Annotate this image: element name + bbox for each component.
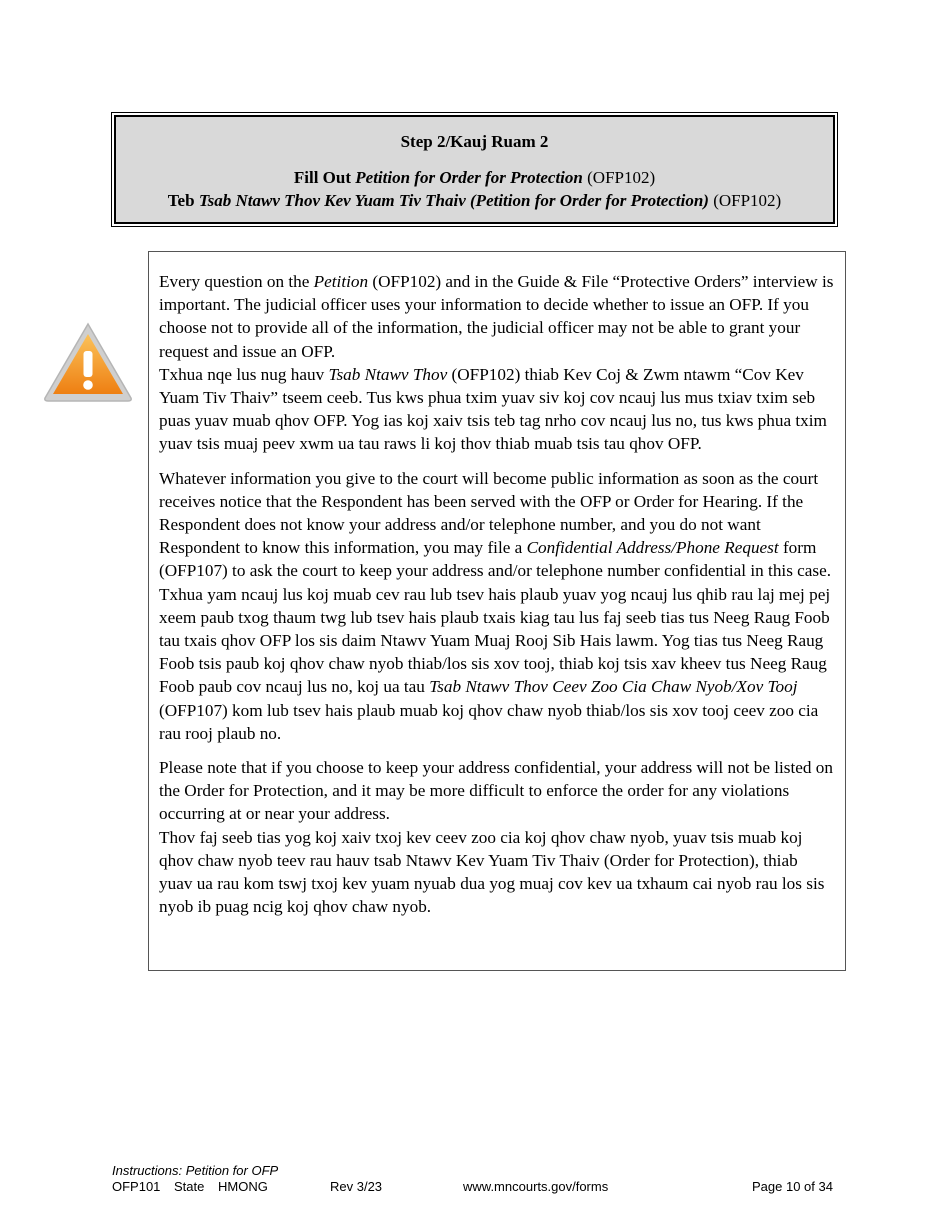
- page-footer: [112, 1163, 842, 1195]
- text-run-italic: Tsab Ntawv Thov Ceev Zoo Cia Chaw Nyob/Xov Tooj: [429, 677, 798, 697]
- text-run: Every question on the: [159, 272, 314, 291]
- form-code-hmong: (OFP102): [708, 191, 782, 210]
- footer-page-number: Page 10 of 34: [752, 1179, 833, 1194]
- text-run-italic: Tsab Ntawv Thov: [328, 364, 448, 384]
- step-subtitle-english: [116, 166, 833, 189]
- fill-out-label: Fill Out: [293, 168, 356, 187]
- instructions-box: [148, 251, 846, 971]
- footer-state: State: [174, 1179, 205, 1194]
- text-run: Txhua yam ncauj lus koj muab cev rau lub tsev hais plaub yuav yog ncauj lus qhib rau laj mej pej xeem paub txog thaum twg lub tsev hais plaub txais kiag tau lus faj seeb tias tus Neeg Raug Foob tau txais qhov OFP los sis daim Ntawv Yuam Muaj Rooj Sib Hais lawm. Yog tias tus Neeg Raug Foob tsis paub koj qhov chaw nyob thiab/los sis xov tooj, thiab koj tsis xav kheev tus Neeg Raug Foob paub cov ncauj lus no, koj ua tau: [159, 584, 831, 697]
- text-run: (OFP102) thiab Kev Coj & Zwm ntawm “Cov Kev Yuam Tiv Thaiv” tseem ceeb. Tus kws phua txim yuav siv koj cov ncauj lus mus txiav txim seb puas yuav muab qhov OFP. Yog ias koj xaiv tsis teb tag nrho cov ncauj lus no, tus kws phua txim yuav tsis muaj peev xwm ua tau raws li koj thov thiab muab tsis tau qhov OFP.: [159, 364, 827, 454]
- footer-language: HMONG: [218, 1179, 268, 1194]
- teb-label: Teb: [167, 191, 199, 210]
- text-run: Txhua nqe lus nug hauv: [159, 364, 329, 384]
- petition-title-hmong: Tsab Ntawv Thov Kev Yuam Tiv Thaiv (Petition for Order for Protection): [198, 191, 709, 210]
- text-run: (OFP107) kom lub tsev hais plaub muab koj qhov chaw nyob thiab/los sis xov tooj ceev zoo cia rau rooj plaub no.: [159, 700, 819, 743]
- petition-title-english: Petition for Order for Protection: [355, 168, 583, 187]
- text-run: Thov faj seeb tias yog koj xaiv txoj kev ceev zoo cia koj qhov chaw nyob, yuav tsis muab koj qhov chaw nyob teev rau hauv tsab Ntawv Kev Yuam Tiv Thaiv (Order for Protection), thiab yuav ua rau kom tswj txoj kev yuam nyuab dua yog muaj cov kev ua txhaum cai nyob rau los sis nyob ib puag ncig koj qhov chaw nyob.: [159, 827, 825, 917]
- text-run: (OFP102) and in the Guide & File “Protective Orders” interview is important. The judicial officer uses your information to decide whether to issue an OFP. If you choose not to provide all of the information, the judicial officer may not be able to grant your request and issue an OFP.: [159, 272, 834, 361]
- text-run: Please note that if you choose to keep your address confidential, your address will not be listed on the Order for Protection, and it may be more difficult to enforce the order for any violations occurring at or near your address.: [159, 758, 833, 824]
- paragraph-english-1: [159, 270, 835, 456]
- text-run-italic: Confidential Address/Phone Request: [526, 538, 779, 558]
- text-run: Whatever information you give to the court will become public information as soon as the court receives notice that the Respondent has been served with the OFP or Order for Hearing. If the Respondent does not know your address and/or telephone number, and you do not want Respondent to know this information, you may file a: [159, 468, 819, 558]
- paragraph-english-2: [159, 467, 835, 745]
- step-title: Step 2/Kauj Ruam 2: [400, 132, 549, 151]
- footer-title: Instructions: Petition for OFP: [112, 1163, 279, 1178]
- step-subtitle-hmong: [116, 189, 833, 212]
- text-run-italic: Petition: [313, 272, 369, 291]
- step-header-box: [111, 112, 838, 227]
- paragraph-english-3: [159, 756, 835, 918]
- text-run: form (OFP107) to ask the court to keep your address and/or telephone number confidential in this case.: [159, 538, 832, 581]
- footer-row: [112, 1179, 842, 1195]
- form-code-english: (OFP102): [582, 168, 656, 187]
- footer-website: www.mncourts.gov/forms: [463, 1179, 609, 1194]
- warning-icon: [42, 321, 134, 403]
- footer-revision: Rev 3/23: [330, 1179, 383, 1194]
- step-header-inner: [114, 115, 835, 224]
- footer-form-code: OFP101: [112, 1179, 161, 1194]
